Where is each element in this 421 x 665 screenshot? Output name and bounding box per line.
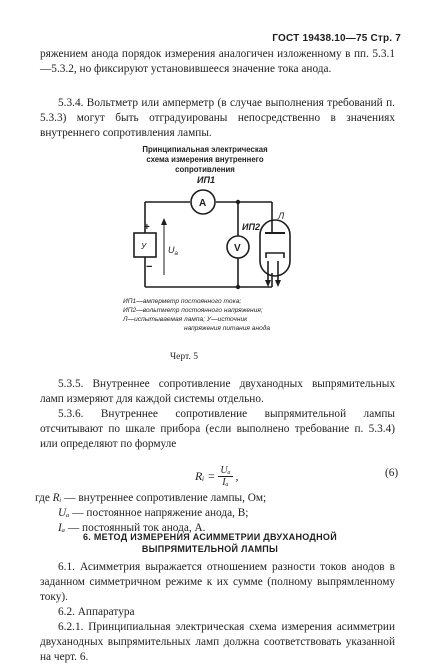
label-lamp: Л xyxy=(278,211,285,221)
voltage-arrow-head xyxy=(161,218,167,225)
label-ua: $U_a$ xyxy=(168,245,178,257)
label-source: У xyxy=(141,242,147,251)
legend-line: ИП2—вольтметр постоянного напряжения; xyxy=(123,307,263,314)
figure-number: Черт. 5 xyxy=(170,352,198,362)
junction-node xyxy=(236,200,240,204)
figure-legend xyxy=(123,297,331,333)
formula-fraction xyxy=(218,465,232,488)
paragraph-5-3-4: 5.3.4. Вольтметр или амперметр (в случае выполнения требований п. 5.3.3) могут быть отградуированы непосредственно в значениях внутреннего сопротивления лампы. xyxy=(40,97,395,139)
where-text: — постоянное напряжение анода, В; xyxy=(72,507,249,519)
paragraph-6-2: 6.2. Аппаратура xyxy=(58,606,135,618)
lamp-envelope xyxy=(260,220,290,276)
label-ip1: ИП1 xyxy=(197,175,215,185)
label-voltmeter: V xyxy=(234,243,241,254)
label-minus: − xyxy=(146,261,153,273)
formula-where-block xyxy=(35,491,365,536)
paragraph-6-1: 6.1. Асимметрия выражается отношением разности токов анодов в заданном симметричном режиме к их сумме (полному выпрямленному току). xyxy=(40,561,395,603)
formula-6 xyxy=(195,465,239,488)
filament-arrow-right xyxy=(275,280,281,287)
paragraph-6-2-1: 6.2.1. Принципиальная электрическая схема измерения асимметрии двуханодных выпрямительных ламп должна соответствовать указанной на черт. 6. xyxy=(40,621,395,663)
lamp-cathode xyxy=(266,253,284,258)
where-prefix: где xyxy=(35,492,50,504)
formula-trail: , xyxy=(235,469,239,483)
circuit-diagram xyxy=(120,175,330,295)
formula-equals: = xyxy=(207,469,216,483)
section-6-title xyxy=(80,531,340,555)
legend-line: Л—испытываемая лампа; У—источник xyxy=(123,316,248,323)
junction-node xyxy=(236,285,240,289)
figure-caption xyxy=(100,145,310,175)
where-symbol: Uₐ xyxy=(58,507,70,519)
paragraph-5-3-5: 5.3.5. Внутреннее сопротивление двуханодных выпрямительных ламп измеряют для каждой системы отдельно. xyxy=(40,378,395,405)
legend-line: ИП1—амперметр постоянного тока; xyxy=(123,298,242,305)
figure-caption-line: Принципиальная электрическая xyxy=(142,145,268,154)
filament-arrow-left xyxy=(265,280,271,287)
paragraph-5-3-6: 5.3.6. Внутреннее сопротивление выпрямительной лампы отсчитывают по шкале прибора (если выполнено требование п. 5.3.4) или определяют по формуле xyxy=(40,408,395,450)
where-symbol: Iₐ xyxy=(58,522,66,534)
formula-number: (6) xyxy=(385,467,399,479)
where-symbol: Rᵢ xyxy=(52,492,62,504)
where-text: — постоянный ток анода, А. xyxy=(67,522,206,534)
label-plus: + xyxy=(144,222,150,233)
section-title-line: ВЫПРЯМИТЕЛЬНОЙ ЛАМПЫ xyxy=(141,544,279,554)
formula-denominator: Iₐ xyxy=(222,477,229,488)
figure-caption-line: схема измерения внутреннего xyxy=(146,155,264,164)
where-row xyxy=(35,506,365,521)
formula-lhs: Rᵢ xyxy=(195,469,205,483)
label-ip2: ИП2 xyxy=(242,222,260,232)
where-text: — внутреннее сопротивление лампы, Ом; xyxy=(64,492,267,504)
legend-line: напряжения питания анода xyxy=(183,325,271,332)
formula-numerator: Uₐ xyxy=(220,465,231,476)
section-title-line: 6. МЕТОД ИЗМЕРЕНИЯ АСИММЕТРИИ ДВУХАНОДНОЙ xyxy=(82,532,338,542)
where-row xyxy=(35,491,365,506)
figure-caption-line: сопротивления xyxy=(175,165,235,174)
page-header: ГОСТ 19438.10—75 Стр. 7 xyxy=(272,33,401,44)
paragraph-continued: ряжением анода порядок измерения аналогичен изложенному в пп. 5.3.1—5.3.2, но фиксируют установившееся значение тока анода. xyxy=(40,48,395,75)
label-ammeter: A xyxy=(199,198,207,209)
